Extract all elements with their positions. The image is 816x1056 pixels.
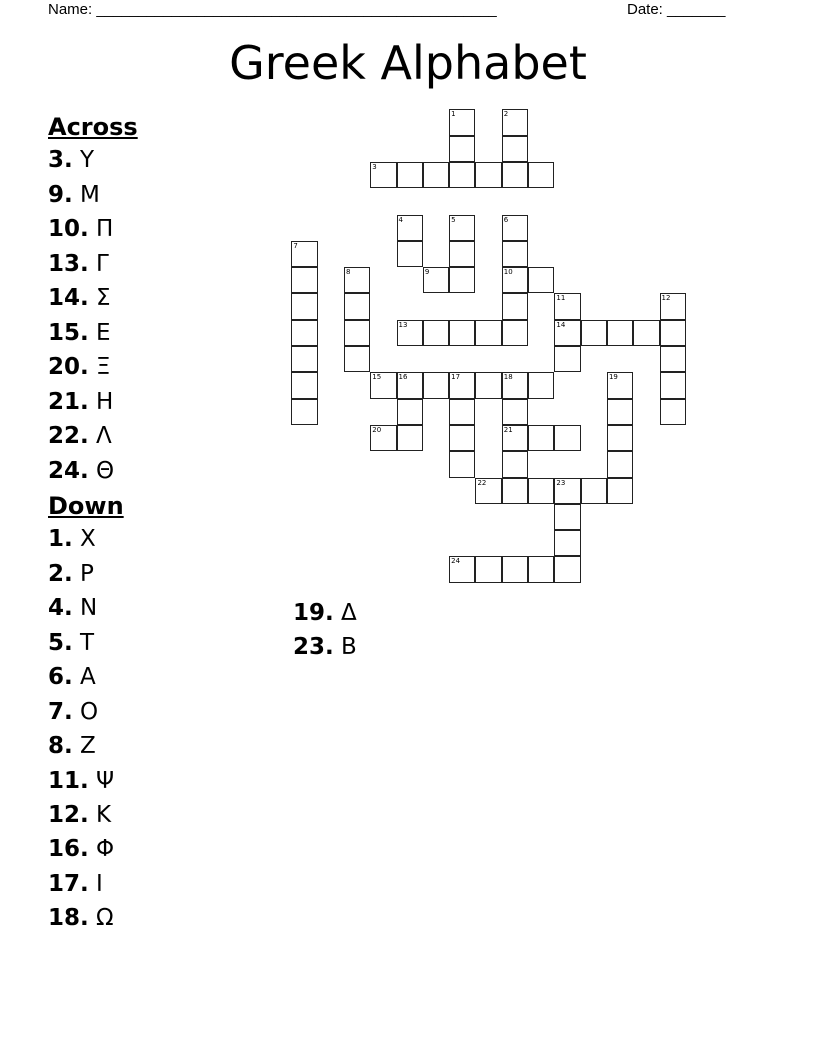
clue-number: 23. <box>293 634 334 661</box>
clue-down <box>48 733 96 759</box>
grid-cell[interactable] <box>502 556 528 582</box>
clue-down <box>48 630 94 656</box>
grid-cell[interactable] <box>291 320 317 346</box>
clue-text: Ε <box>88 319 111 346</box>
grid-cell[interactable] <box>449 267 475 293</box>
cell-number: 14 <box>556 320 566 329</box>
grid-cell[interactable] <box>660 372 686 398</box>
clue-text: Ω <box>88 905 114 932</box>
page-title: Greek Alphabet <box>229 36 587 90</box>
grid-cell[interactable] <box>449 556 475 582</box>
clue-down <box>48 905 114 931</box>
grid-cell[interactable] <box>502 241 528 267</box>
grid-cell[interactable] <box>528 556 554 582</box>
clue-across <box>48 147 94 173</box>
grid-cell[interactable] <box>449 425 475 451</box>
cell-number: 24 <box>451 557 461 566</box>
grid-cell[interactable] <box>502 372 528 398</box>
clue-text: Β <box>333 634 357 661</box>
clue-number: 21. <box>48 388 89 415</box>
across-heading: Across <box>48 113 138 141</box>
cell-number: 10 <box>503 268 513 277</box>
grid-cell[interactable] <box>291 267 317 293</box>
grid-cell[interactable] <box>528 267 554 293</box>
cell-number: 11 <box>556 294 566 303</box>
clue-number: 17. <box>48 870 89 897</box>
cell-number: 19 <box>608 373 618 382</box>
cell-number: 23 <box>556 478 566 487</box>
clue-number: 5. <box>48 629 73 656</box>
grid-cell[interactable] <box>607 451 633 477</box>
clue-down <box>48 664 96 690</box>
clue-text: Κ <box>88 802 112 828</box>
grid-cell[interactable] <box>502 320 528 346</box>
cell-number: 20 <box>372 425 382 434</box>
clue-across <box>48 285 111 311</box>
clue-text: Χ <box>72 526 96 553</box>
cell-number: 18 <box>503 373 513 382</box>
clue-down <box>48 561 94 587</box>
clue-text: Θ <box>88 457 115 484</box>
clue-number: 4. <box>48 595 73 622</box>
clue-text: Δ <box>333 600 357 626</box>
grid-cell[interactable] <box>502 399 528 425</box>
grid-cell[interactable] <box>607 425 633 451</box>
grid-cell[interactable] <box>502 293 528 319</box>
grid-cell[interactable] <box>607 372 633 398</box>
grid-cell[interactable] <box>660 293 686 319</box>
cell-number: 2 <box>503 110 509 119</box>
clue-number: 19. <box>293 600 334 626</box>
clue-number: 8. <box>48 733 73 760</box>
grid-cell[interactable] <box>581 320 607 346</box>
grid-cell[interactable] <box>397 215 423 241</box>
clue-text: Π <box>88 216 114 243</box>
grid-cell[interactable] <box>449 215 475 241</box>
clue-down <box>48 871 103 897</box>
cell-number: 6 <box>503 215 509 224</box>
grid-cell[interactable] <box>475 478 501 504</box>
clue-number: 6. <box>48 664 73 691</box>
grid-cell[interactable] <box>660 320 686 346</box>
clue-text: Ρ <box>72 560 94 587</box>
clue-number: 3. <box>48 147 73 174</box>
clue-number: 10. <box>48 216 89 243</box>
grid-cell[interactable] <box>502 478 528 504</box>
grid-cell[interactable] <box>423 267 449 293</box>
grid-cell[interactable] <box>423 320 449 346</box>
cell-number: 13 <box>398 320 408 329</box>
clue-text: Τ <box>72 629 95 656</box>
clue-text: Γ <box>88 250 109 277</box>
cell-number: 16 <box>398 373 408 382</box>
grid-cell[interactable] <box>502 136 528 162</box>
grid-cell[interactable] <box>660 399 686 425</box>
clue-down <box>48 699 98 725</box>
clue-number: 1. <box>48 526 73 553</box>
down-heading: Down <box>48 492 124 520</box>
clue-across <box>48 320 111 346</box>
grid-cell[interactable] <box>397 372 423 398</box>
clue-text: Σ <box>88 285 111 312</box>
clue-down <box>293 634 357 660</box>
grid-cell[interactable] <box>528 372 554 398</box>
grid-cell[interactable] <box>633 320 659 346</box>
cell-number: 9 <box>424 268 430 277</box>
grid-cell[interactable] <box>397 241 423 267</box>
grid-cell[interactable] <box>344 293 370 319</box>
cell-number: 4 <box>398 215 404 224</box>
cell-number: 8 <box>345 268 351 277</box>
grid-cell[interactable] <box>291 399 317 425</box>
clue-text: Φ <box>88 836 115 863</box>
grid-cell[interactable] <box>502 425 528 451</box>
grid-cell[interactable] <box>397 320 423 346</box>
cell-number: 12 <box>661 294 671 303</box>
clue-number: 7. <box>48 698 73 725</box>
clue-text: Ζ <box>72 733 96 760</box>
grid-cell[interactable] <box>291 241 317 267</box>
grid-cell[interactable] <box>502 162 528 188</box>
grid-cell[interactable] <box>554 293 580 319</box>
grid-cell[interactable] <box>528 162 554 188</box>
clue-number: 24. <box>48 457 89 484</box>
grid-cell[interactable] <box>449 162 475 188</box>
grid-cell[interactable] <box>528 478 554 504</box>
clue-text: Μ <box>72 181 100 208</box>
grid-cell[interactable] <box>344 346 370 372</box>
clue-down <box>48 768 114 794</box>
grid-cell[interactable] <box>449 320 475 346</box>
cell-number: 3 <box>372 162 377 171</box>
clue-number: 12. <box>48 802 89 828</box>
grid-cell[interactable] <box>607 399 633 425</box>
cell-number: 17 <box>451 373 461 382</box>
grid-cell[interactable] <box>344 267 370 293</box>
grid-cell[interactable] <box>502 451 528 477</box>
cell-number: 5 <box>451 215 456 224</box>
clue-text: Λ <box>88 423 112 450</box>
clue-text: Ν <box>72 595 98 622</box>
clue-number: 2. <box>48 560 73 587</box>
clue-across <box>48 251 109 277</box>
clue-number: 11. <box>48 767 89 794</box>
clue-text: Α <box>72 664 96 691</box>
grid-cell[interactable] <box>502 267 528 293</box>
grid-cell[interactable] <box>397 425 423 451</box>
grid-cell[interactable] <box>581 478 607 504</box>
grid-cell[interactable] <box>475 372 501 398</box>
clue-down <box>48 836 114 862</box>
grid-cell[interactable] <box>475 320 501 346</box>
clue-number: 22. <box>48 423 89 450</box>
clue-text: Ι <box>88 870 103 897</box>
clue-number: 9. <box>48 181 73 208</box>
cell-number: 21 <box>503 425 513 434</box>
clue-down <box>48 802 111 828</box>
grid-cell[interactable] <box>554 530 580 556</box>
clue-text: Υ <box>72 147 95 174</box>
grid-cell[interactable] <box>554 425 580 451</box>
clue-down <box>48 595 97 621</box>
grid-cell[interactable] <box>475 556 501 582</box>
grid-cell[interactable] <box>528 425 554 451</box>
clue-text: Η <box>88 388 114 415</box>
grid-cell[interactable] <box>660 346 686 372</box>
grid-cell[interactable] <box>607 320 633 346</box>
clue-across <box>48 216 113 242</box>
grid-cell[interactable] <box>502 109 528 135</box>
cell-number: 1 <box>451 110 456 119</box>
grid-cell[interactable] <box>423 162 449 188</box>
grid-cell[interactable] <box>554 346 580 372</box>
cell-number: 22 <box>477 478 487 487</box>
clue-number: 13. <box>48 250 89 277</box>
grid-cell[interactable] <box>370 372 396 398</box>
grid-cell[interactable] <box>291 372 317 398</box>
name-field-label: Name: ________________________________________________ <box>48 1 497 18</box>
clue-across <box>48 389 113 415</box>
grid-cell[interactable] <box>449 241 475 267</box>
grid-cell[interactable] <box>449 451 475 477</box>
clue-across <box>48 458 114 484</box>
clue-text: Ψ <box>88 767 115 794</box>
grid-cell[interactable] <box>449 399 475 425</box>
grid-cell[interactable] <box>344 320 370 346</box>
grid-cell[interactable] <box>397 399 423 425</box>
grid-cell[interactable] <box>554 556 580 582</box>
clue-text: Ο <box>72 698 99 725</box>
grid-cell[interactable] <box>370 162 396 188</box>
grid-cell[interactable] <box>423 372 449 398</box>
grid-cell[interactable] <box>449 109 475 135</box>
cell-number: 7 <box>293 241 298 250</box>
grid-cell[interactable] <box>291 293 317 319</box>
clue-number: 16. <box>48 836 89 863</box>
clue-number: 14. <box>48 285 89 312</box>
grid-cell[interactable] <box>502 215 528 241</box>
clue-across <box>48 423 112 449</box>
clue-across <box>48 354 111 380</box>
grid-cell[interactable] <box>397 162 423 188</box>
clue-text: Ξ <box>88 354 111 381</box>
grid-cell[interactable] <box>370 425 396 451</box>
clue-number: 20. <box>48 354 89 381</box>
cell-number: 15 <box>372 373 382 382</box>
grid-cell[interactable] <box>554 478 580 504</box>
clue-down <box>48 526 96 552</box>
grid-cell[interactable] <box>554 504 580 530</box>
grid-cell[interactable] <box>607 478 633 504</box>
date-field-label: Date: _______ <box>627 1 726 18</box>
grid-cell[interactable] <box>449 136 475 162</box>
grid-cell[interactable] <box>449 372 475 398</box>
clue-down <box>293 600 357 626</box>
clue-number: 15. <box>48 319 89 346</box>
grid-cell[interactable] <box>554 320 580 346</box>
grid-cell[interactable] <box>475 162 501 188</box>
clue-number: 18. <box>48 905 89 932</box>
clue-across <box>48 182 100 208</box>
grid-cell[interactable] <box>291 346 317 372</box>
